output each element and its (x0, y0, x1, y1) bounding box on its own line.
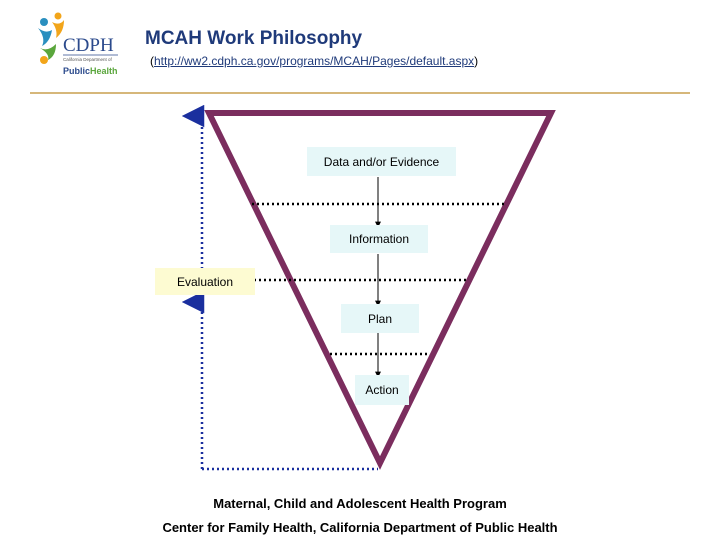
evaluation-box: Evaluation (155, 268, 255, 295)
paren-close: ) (474, 54, 479, 68)
step-data-evidence: Data and/or Evidence (307, 147, 456, 176)
step-information: Information (330, 225, 428, 253)
footer-program: Maternal, Child and Adolescent Health Program (213, 496, 507, 511)
paren-open: ( (150, 54, 154, 68)
step-action: Action (355, 375, 409, 405)
logo-public-text: PublicHealth (63, 66, 118, 76)
footer-center: Center for Family Health, California Department of Public Health (162, 520, 558, 535)
logo-cdph-text: CDPH (63, 35, 114, 56)
page-title: MCAH Work Philosophy (145, 28, 363, 49)
logo-org-text: California Department of (63, 57, 112, 62)
source-link[interactable]: http://ww2.cdph.ca.gov/programs/MCAH/Pages/default.aspx (154, 54, 475, 68)
step-plan: Plan (341, 304, 419, 333)
